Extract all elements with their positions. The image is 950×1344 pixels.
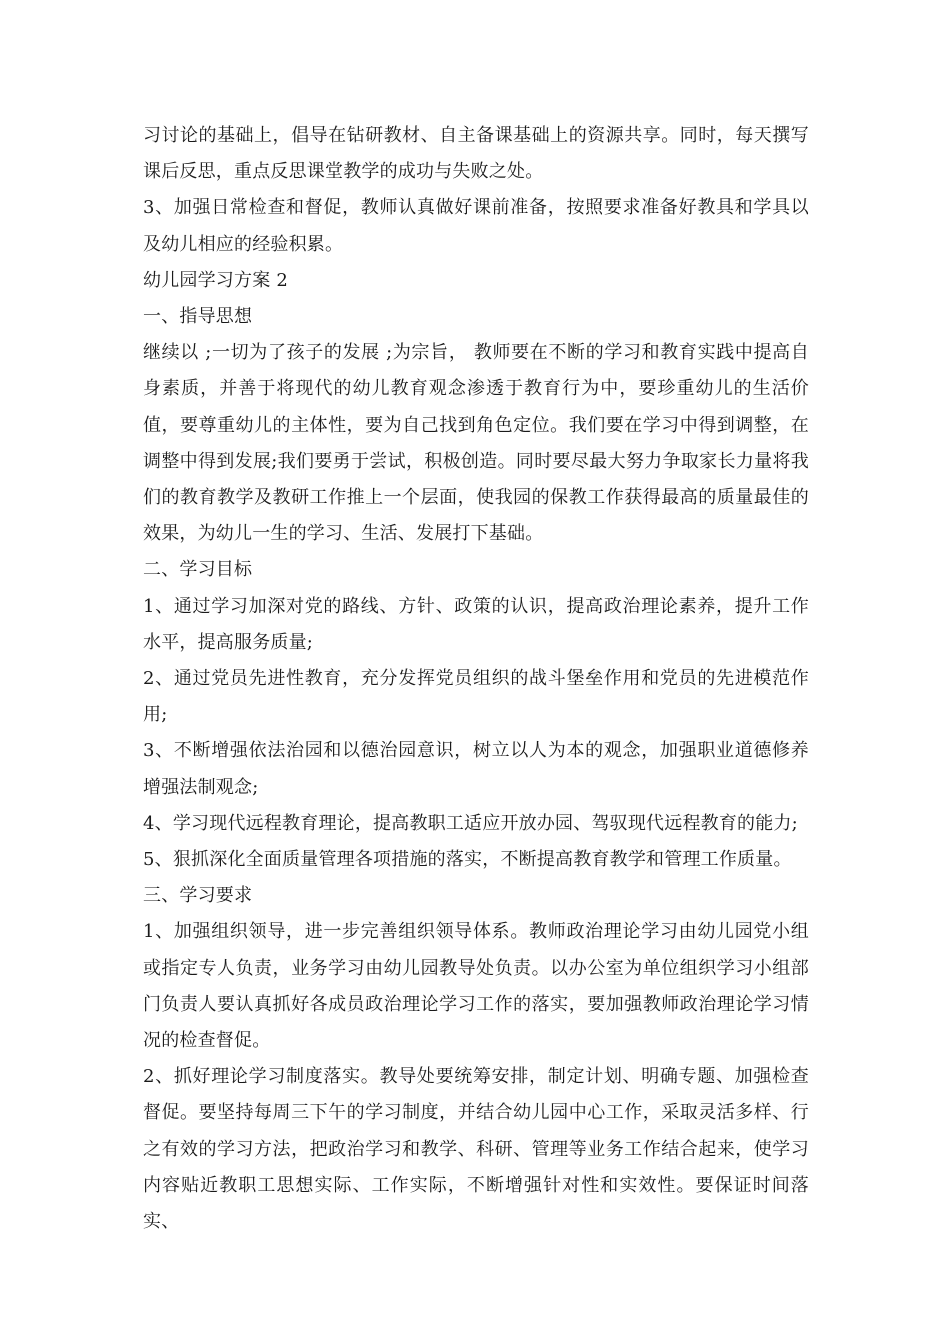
goal-item-1: 1、通过学习加深对党的路线、方针、政策的认识，提高政治理论素养，提升工作水平，提高服务质量; bbox=[143, 595, 809, 653]
goal-item-3: 3、不断增强依法治园和以德治园意识，树立以人为本的观念，加强职业道德修养增强法制观念; bbox=[143, 740, 809, 798]
goal-item-4: 4、学习现代远程教育理论，提高教职工适应开放办园、驾驭现代远程教育的能力; bbox=[143, 812, 798, 834]
goal-item-2: 2、通过党员先进性教育，充分发挥党员组织的战斗堡垒作用和党员的先进模范作用; bbox=[143, 668, 809, 726]
requirement-item-1: 1、加强组织领导，进一步完善组织领导体系。教师政治理论学习由幼儿园党小组或指定专人负责，业务学习由幼儿园教导处负责。以办公室为单位组织学习小组部门负责人要认真抓好各成员政治理论学习工作的落实，要加强教师政治理论学习情况的检查督促。 bbox=[143, 921, 809, 1052]
heading-learning-goals: 二、学习目标 bbox=[143, 559, 253, 581]
section-title: 幼儿园学习方案 2 bbox=[143, 269, 288, 291]
heading-learning-requirements: 三、学习要求 bbox=[143, 885, 253, 907]
requirement-item-2: 2、抓好理论学习制度落实。教导处要统筹安排，制定计划、明确专题、加强检查督促。要坚持每周三下午的学习制度，并结合幼儿园中心工作，采取灵活多样、行之有效的学习方法，把政治学习和教学、科研、管理等业务工作结合起来，使学习内容贴近教职工思想实际、工作实际，不断增强针对性和实效性。要保证时间落实、 bbox=[143, 1066, 809, 1233]
paragraph-daily-check: 3、加强日常检查和督促，教师认真做好课前准备，按照要求准备好教具和学具以及幼儿相应的经验积累。 bbox=[143, 197, 809, 255]
document-body bbox=[143, 118, 809, 1240]
goal-item-5: 5、狠抓深化全面质量管理各项措施的落实，不断提高教育教学和管理工作质量。 bbox=[143, 849, 792, 871]
paragraph-guiding-thought: 继续以 ;一切为了孩子的发展 ;为宗旨， 教师要在不断的学习和教育实践中提高自身素质，并善于将现代的幼儿教育观念渗透于教育行为中，要珍重幼儿的生活价值，要尊重幼儿的主体性，要为自己找到角色定位。我们要在学习中得到调整，在调整中得到发展;我们要勇于尝试，积极创造。同时要尽最大努力争取家长力量将我们的教育教学及教研工作推上一个层面，使我园的保教工作获得最高的质量最佳的效果，为幼儿一生的学习、生活、发展打下基础。 bbox=[143, 342, 809, 545]
paragraph-continuation: 习讨论的基础上，倡导在钻研教材、自主备课基础上的资源共享。同时，每天撰写课后反思，重点反思课堂教学的成功与失败之处。 bbox=[143, 125, 809, 183]
heading-guiding-thought: 一、指导思想 bbox=[143, 306, 253, 328]
